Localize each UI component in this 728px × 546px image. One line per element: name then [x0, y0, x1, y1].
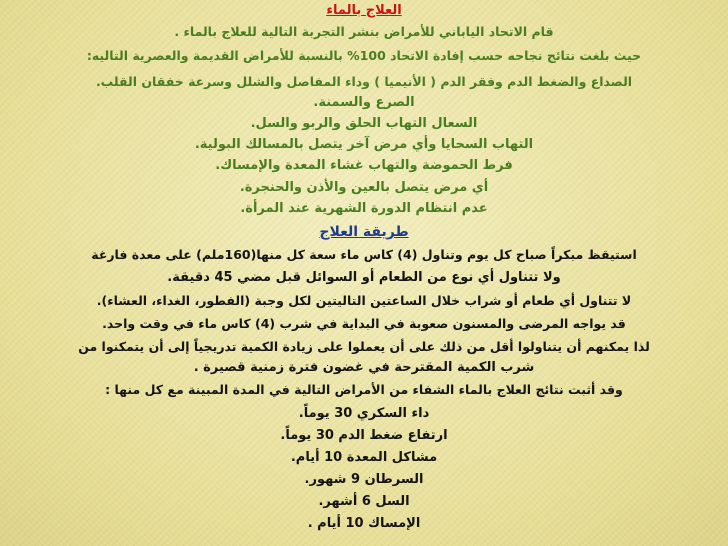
method-line: ولا تتناول أي نوع من الطعام أو السوائل قبل مضي 45 دقيقة. — [167, 270, 561, 285]
method-line: وقد أثبت نتائج العلاج بالماء الشفاء من الأمراض التالية في المدة المبينة مع كل منها : — [105, 382, 623, 397]
intro-line-1: قام الاتحاد الياباني للأمراض بنشر التجربة التالية للعلاج بالماء . — [174, 24, 554, 39]
result-item: ارتفاع ضغط الدم 30 يوماً. — [280, 428, 448, 443]
slide-title: العلاج بالماء — [326, 3, 402, 18]
result-item: السل 6 أشهر. — [318, 494, 410, 509]
result-item: الإمساك 10 أيام . — [307, 516, 421, 531]
disease-item: الصرع والسمنة. — [313, 95, 415, 110]
disease-item: الصداع والضغط الدم وفقر الدم ( الأنيميا ) وداء المفاصل والشلل وسرعة خفقان القلب. — [95, 74, 633, 89]
result-item: السرطان 9 شهور. — [304, 472, 424, 487]
disease-item: أي مرض يتصل بالعين والأذن والحنجرة. — [239, 180, 489, 195]
method-line: استيقظ مبكراً صباح كل يوم وتناول (4) كاس ماء سعة كل منها(160ملم) على معدة فارغة — [91, 247, 637, 262]
disease-item: عدم انتظام الدورة الشهرية عند المرأة. — [240, 201, 488, 216]
method-line: قد يواجه المرضى والمسنون صعوبة في البداية في شرب (4) كاس ماء في وقت واحد. — [102, 316, 626, 331]
intro-line-2: حيث بلغت نتائج نجاحه حسب إفادة الاتحاد 100% بالنسبة للأمراض القديمة والعصرية التاليه: — [86, 48, 642, 63]
method-line: لا تتناول أي طعام أو شراب خلال الساعتين التاليتين لكل وجبة (الفطور، الغداء، العشاء). — [96, 293, 632, 308]
method-title: طريقة العلاج — [319, 224, 409, 240]
method-line: شرب الكمية المقترحة في غضون فترة زمنية قصيرة . — [193, 360, 535, 375]
disease-item: السعال التهاب الحلق والربو والسل. — [250, 116, 478, 131]
disease-item: التهاب السحايا وأي مرض آخر يتصل بالمسالك البولية. — [194, 137, 534, 152]
method-line: لذا يمكنهم أن يتناولوا أقل من ذلك على أن يعملوا على زيادة الكمية تدريجياً إلى أن يتمكنوا من — [78, 339, 650, 354]
disease-item: فرط الحموضة والتهاب غشاء المعدة والإمساك. — [215, 158, 513, 173]
result-item: مشاكل المعدة 10 أيام. — [290, 450, 438, 465]
result-item: داء السكري 30 يوماً. — [298, 406, 430, 421]
